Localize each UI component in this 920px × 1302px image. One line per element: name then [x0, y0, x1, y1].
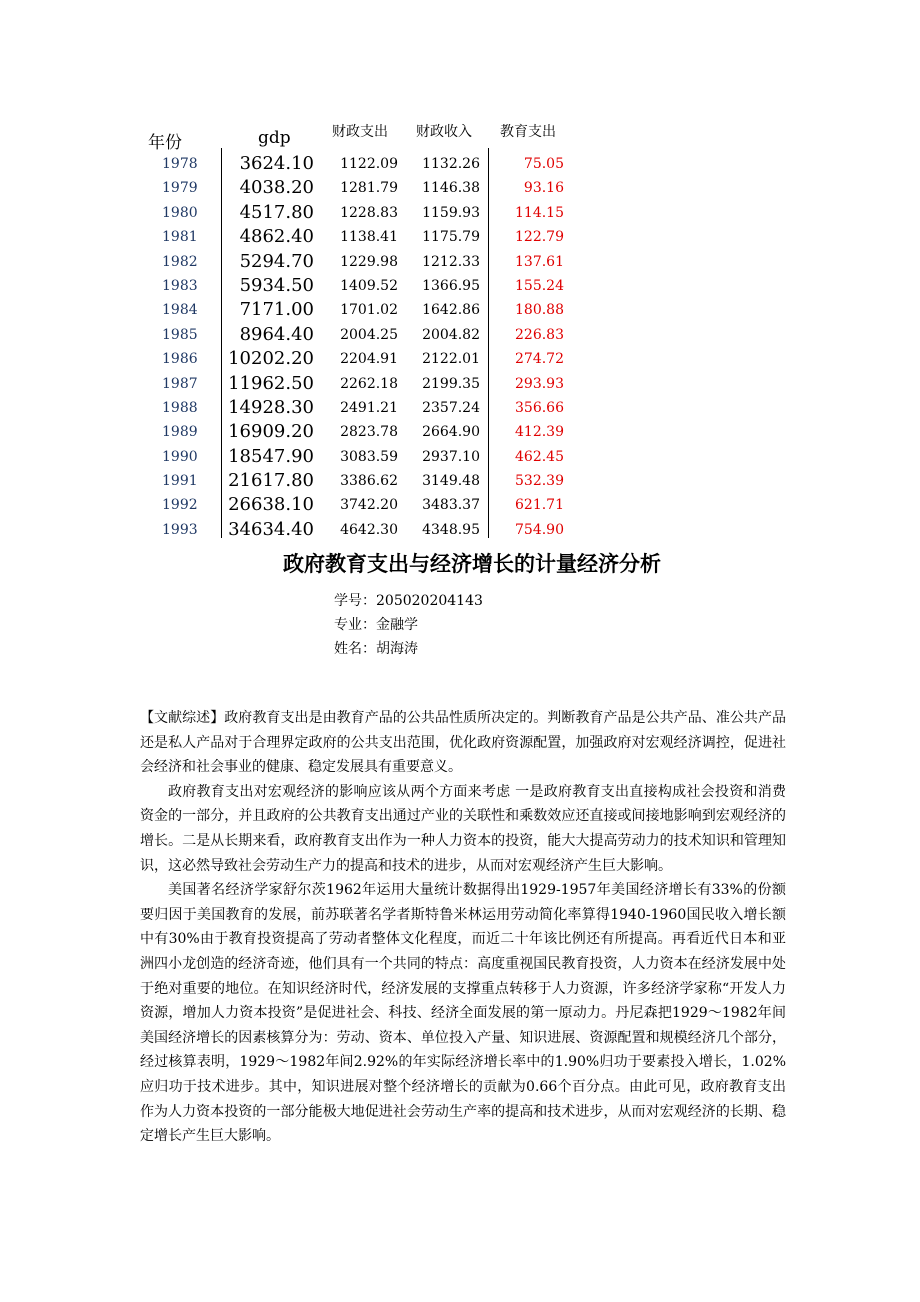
table-row [140, 469, 580, 493]
cell-fiscal-expenditure: 2204.91 [340, 351, 398, 368]
cell-fiscal-revenue: 2004.82 [422, 326, 480, 343]
cell-year: 1990 [162, 448, 198, 465]
table-row [140, 347, 580, 371]
cell-year: 1982 [162, 253, 198, 270]
cell-gdp: 11962.50 [228, 372, 314, 394]
cell-year: 1988 [162, 399, 198, 416]
table-row [140, 445, 580, 469]
table-row [140, 518, 580, 542]
cell-education-expenditure: 274.72 [515, 351, 564, 368]
paragraph-evidence: 美国著名经济学家舒尔茨1962年运用大量统计数据得出1929-1957年美国经济增长有33%的份额要归因于美国教育的发展，前苏联著名学者斯特鲁米林运用劳动简化率算得1940-1960国民收入增长额中有30%由于教育投资提高了劳动者整体文化程度，而近二十年该比例还有所提高。再看近代日本和亚洲四小龙创造的经济奇迹，他们具有一个共同的特点：高度重视国民教育投资，人力资本在经济发展中处于绝对重要的地位。在知识经济时代，经济发展的支撑重点转移于人力资源，许多经济学家称“开发人力资源，增加人力资本投资”是促进社会、科技、经济全面发展的第一原动力。丹尼森把1929～1982年间美国经济增长的因素核算分为：劳动、资本、单位投入产量、知识进展、资源配置和规模经济几个部分，经过核算表明，1929～1982年间2.92%的年实际经济增长率中的1.90%归功于要素投入增长，1.02%应归功于技术进步。其中，知识进展对整个经济增长的贡献为0.66个百分点。由此可见，政府教育支出作为人力资本投资的一部分能极大地促进社会劳动生产率的提高和技术进步，从而对宏观经济的长期、稳定增长产生巨大影响。 [140, 882, 786, 1145]
cell-education-expenditure: 532.39 [515, 473, 564, 490]
cell-fiscal-expenditure: 1122.09 [340, 156, 398, 172]
cell-year: 1980 [162, 204, 198, 221]
body-text [140, 706, 786, 1149]
cell-education-expenditure: 412.39 [515, 424, 564, 441]
cell-gdp: 16909.20 [228, 421, 314, 443]
table-row [140, 152, 580, 176]
cell-gdp: 21617.80 [228, 470, 314, 492]
cell-education-expenditure: 180.88 [515, 302, 564, 319]
cell-fiscal-revenue: 3483.37 [422, 497, 480, 514]
cell-year: 1989 [162, 424, 198, 441]
column-divider-gdp [221, 148, 222, 538]
table-row [140, 372, 580, 396]
cell-gdp: 4862.40 [239, 226, 314, 248]
cell-education-expenditure: 155.24 [515, 277, 564, 294]
cell-year: 1991 [162, 473, 198, 490]
cell-fiscal-expenditure: 3083.59 [340, 448, 398, 465]
cell-year: 1993 [162, 521, 198, 538]
cell-gdp: 10202.20 [228, 348, 314, 370]
cell-fiscal-revenue: 2199.35 [422, 375, 480, 392]
data-table [140, 118, 580, 542]
table-row [140, 250, 580, 274]
cell-fiscal-revenue: 2357.24 [422, 399, 480, 416]
cell-year: 1981 [162, 229, 198, 246]
table-row [140, 274, 580, 298]
cell-education-expenditure: 114.15 [515, 204, 564, 221]
table-row [140, 396, 580, 420]
cell-gdp: 4517.80 [239, 201, 314, 223]
cell-education-expenditure: 356.66 [515, 399, 564, 416]
table-header [140, 118, 580, 152]
header-fiscal-revenue: 财政收入 [416, 124, 472, 140]
cell-education-expenditure: 754.90 [515, 521, 564, 538]
table-row [140, 493, 580, 517]
cell-gdp: 14928.30 [228, 396, 314, 418]
header-gdp: gdp [258, 128, 291, 148]
table-row [140, 420, 580, 444]
cell-gdp: 5934.50 [239, 274, 314, 296]
cell-fiscal-expenditure: 2491.21 [340, 399, 398, 416]
cell-education-expenditure: 93.16 [523, 180, 564, 197]
cell-gdp: 8964.40 [239, 323, 314, 345]
cell-fiscal-expenditure: 1701.02 [340, 302, 398, 319]
cell-fiscal-expenditure: 2262.18 [340, 375, 398, 392]
cell-fiscal-expenditure: 3386.62 [340, 473, 398, 490]
cell-year: 1983 [162, 277, 198, 294]
cell-fiscal-revenue: 3149.48 [422, 473, 480, 490]
cell-gdp: 26638.10 [228, 494, 314, 516]
cell-fiscal-expenditure: 1409.52 [340, 277, 398, 294]
cell-year: 1978 [162, 156, 198, 172]
cell-gdp: 34634.40 [228, 518, 314, 540]
cell-fiscal-revenue: 1212.33 [422, 253, 480, 270]
cell-gdp: 3624.10 [239, 153, 314, 174]
cell-education-expenditure: 75.05 [523, 156, 564, 172]
cell-fiscal-expenditure: 2004.25 [340, 326, 398, 343]
cell-fiscal-revenue: 4348.95 [422, 521, 480, 538]
cell-fiscal-revenue: 2664.90 [422, 424, 480, 441]
student-id: 学号：205020204143 [334, 593, 483, 609]
cell-gdp: 18547.90 [228, 445, 314, 467]
table-row [140, 225, 580, 249]
cell-fiscal-revenue: 2937.10 [422, 448, 480, 465]
cell-fiscal-revenue: 1642.86 [422, 302, 480, 319]
paragraph-literature-review: 【文献综述】政府教育支出是由教育产品的公共品性质所决定的。判断教育产品是公共产品、准公共产品还是私人产品对于合理界定政府的公共支出范围，优化政府资源配置，加强政府对宏观经济调控，促进社会经济和社会事业的健康、稳定发展具有重要意义。 [140, 710, 786, 776]
cell-fiscal-revenue: 2122.01 [422, 351, 480, 368]
header-year: 年份 [148, 133, 182, 153]
header-education-expenditure: 教育支出 [500, 124, 556, 140]
page-title: 政府教育支出与经济增长的计量经济分析 [283, 552, 661, 576]
cell-fiscal-expenditure: 1228.83 [340, 204, 398, 221]
cell-year: 1984 [162, 302, 198, 319]
cell-fiscal-expenditure: 3742.20 [340, 497, 398, 514]
cell-fiscal-expenditure: 1229.98 [340, 253, 398, 270]
table-row [140, 323, 580, 347]
cell-fiscal-revenue: 1159.93 [422, 204, 480, 221]
cell-education-expenditure: 462.45 [515, 448, 564, 465]
cell-year: 1979 [162, 180, 198, 197]
cell-year: 1985 [162, 326, 198, 343]
cell-fiscal-expenditure: 1281.79 [340, 180, 398, 197]
cell-gdp: 7171.00 [239, 299, 314, 321]
table-row [140, 201, 580, 225]
author-name: 姓名：胡海涛 [334, 641, 418, 657]
table-row [140, 176, 580, 200]
cell-fiscal-revenue: 1132.26 [422, 156, 480, 172]
column-divider-revenue [488, 148, 489, 538]
cell-fiscal-revenue: 1146.38 [422, 180, 480, 197]
major: 专业：金融学 [334, 617, 418, 633]
table-row [140, 298, 580, 322]
cell-year: 1987 [162, 375, 198, 392]
cell-education-expenditure: 621.71 [515, 497, 564, 514]
cell-education-expenditure: 122.79 [515, 229, 564, 246]
cell-gdp: 4038.20 [239, 177, 314, 199]
paragraph-impact: 政府教育支出对宏观经济的影响应该从两个方面来考虑 一是政府教育支出直接构成社会投资和消费资金的一部分，并且政府的公共教育支出通过产业的关联性和乘数效应还直接或间接地影响到宏观经济的增长。二是从长期来看，政府教育支出作为一种人力资本的投资，能大大提高劳动力的技术知识和管理知识，这必然导致社会劳动生产力的提高和技术的进步，从而对宏观经济产生巨大影响。 [140, 783, 786, 874]
cell-education-expenditure: 226.83 [515, 326, 564, 343]
cell-year: 1986 [162, 351, 198, 368]
cell-fiscal-expenditure: 1138.41 [340, 229, 398, 246]
cell-fiscal-revenue: 1366.95 [422, 277, 480, 294]
cell-education-expenditure: 137.61 [515, 253, 564, 270]
cell-fiscal-expenditure: 4642.30 [340, 521, 398, 538]
cell-gdp: 5294.70 [239, 250, 314, 272]
cell-fiscal-expenditure: 2823.78 [340, 424, 398, 441]
cell-fiscal-revenue: 1175.79 [422, 229, 480, 246]
table-body [140, 152, 580, 542]
cell-year: 1992 [162, 497, 198, 514]
cell-education-expenditure: 293.93 [515, 375, 564, 392]
header-fiscal-expenditure: 财政支出 [332, 124, 388, 140]
